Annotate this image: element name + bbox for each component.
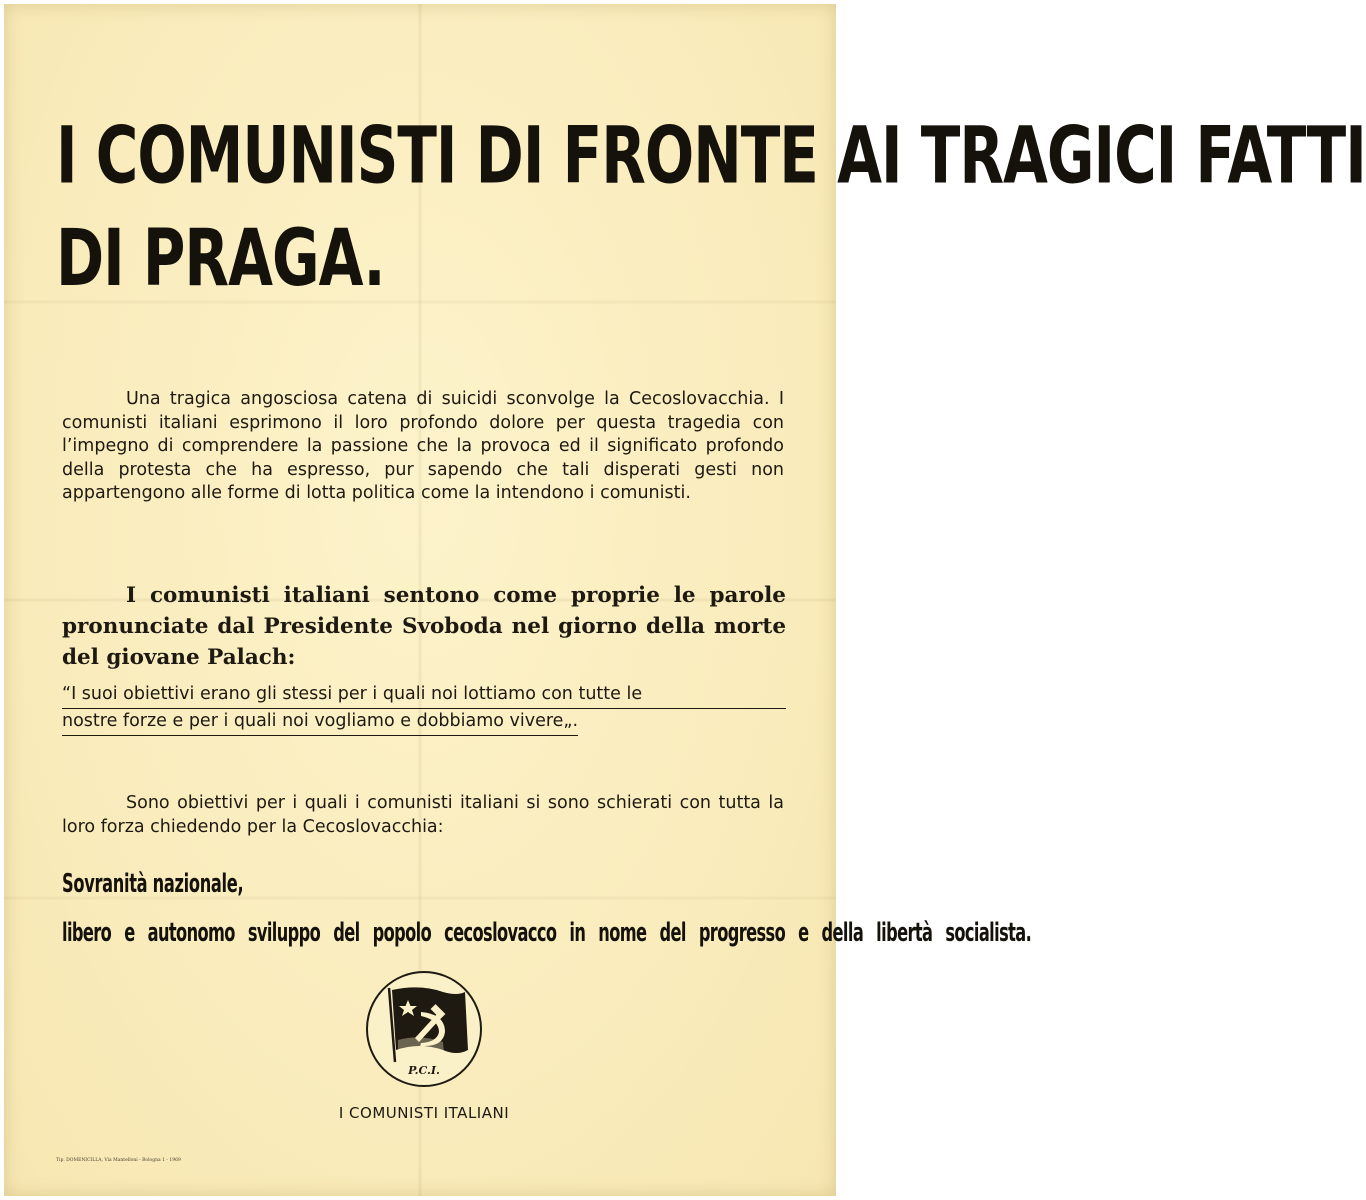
svoboda-paragraph-text: I comunisti italiani sentono come proprie le parole pronunciate dal Presidente Svoboda nel giorno della morte del giovane Palach: xyxy=(62,583,786,670)
svoboda-quote xyxy=(62,682,786,736)
demand-line-2: libero e autonomo sviluppo del popolo cecoslovacco in nome del progresso e della libertà socialista. xyxy=(62,918,1032,949)
intro-paragraph xyxy=(62,388,784,506)
demand-line-1: Sovranità nazionale, xyxy=(62,868,244,900)
signature: I COMUNISTI ITALIANI xyxy=(338,1104,510,1122)
poster xyxy=(4,4,1366,1196)
emblem-label: P.C.I. xyxy=(408,1064,440,1077)
printer-note: Tip. DOMENICILLA, Via Mantelloni - Bologna 1 - 1969 xyxy=(56,1158,181,1163)
svoboda-paragraph xyxy=(62,580,786,673)
poster-title xyxy=(56,104,1366,309)
quote-line-1: “I suoi obiettivi erano gli stessi per i quali noi lottiamo con tutte le xyxy=(62,682,786,709)
title-line-1: I COMUNISTI DI FRONTE AI TRAGICI FATTI xyxy=(56,109,1366,202)
pci-emblem xyxy=(365,970,483,1088)
quote-line-2: nostre forze e per i quali noi vogliamo e dobbiamo vivere„. xyxy=(62,709,578,736)
demands-block xyxy=(62,860,1032,959)
objectives-paragraph xyxy=(62,792,784,839)
title-line-2: DI PRAGA. xyxy=(56,212,385,304)
intro-paragraph-text: Una tragica angosciosa catena di suicidi sconvolge la Cecoslovacchia. I comunisti italiani esprimono il loro profondo dolore per questa tragedia con l’impegno di comprendere la passione che la provoca ed il significato profondo della protesta che ha espresso, pur sapendo che tali disperati gesti non appartengono alle forme di lotta politica come la intendono i comunisti. xyxy=(62,389,784,503)
objectives-paragraph-text: Sono obiettivi per i quali i comunisti italiani si sono schierati con tutta la loro forza chiedendo per la Cecoslovacchia: xyxy=(62,793,784,837)
